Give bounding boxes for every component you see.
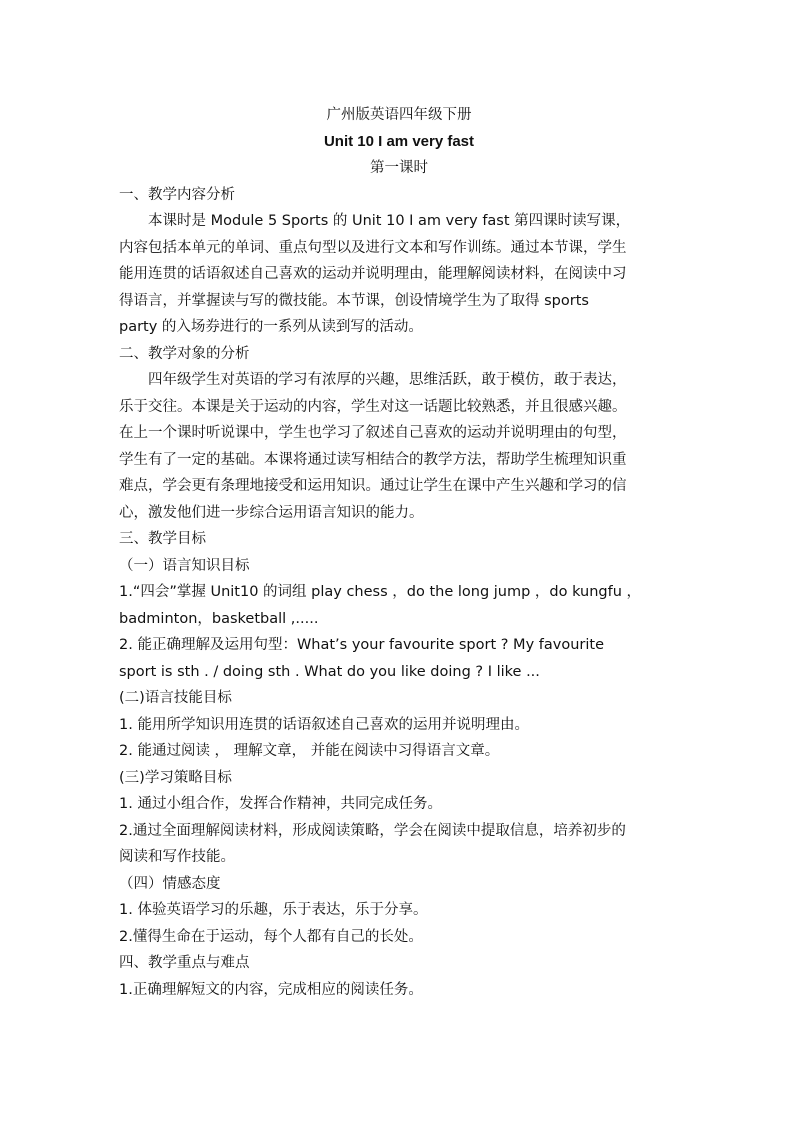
subsection-language-knowledge: （一）语言知识目标 xyxy=(119,557,250,574)
list-item: 1. 能用所学知识用连贯的话语叙述自己喜欢的运用并说明理由。 xyxy=(119,716,529,733)
language-skills-list xyxy=(119,712,679,765)
lesson-label: 第一课时 xyxy=(370,160,428,176)
list-item: sport is sth . / doing sth . What do you like doing ? I like ... xyxy=(119,663,540,680)
section-2-line: 四年级学生对英语的学习有浓厚的兴趣，思维活跃，敢于模仿，敢于表达， xyxy=(148,372,627,388)
section-3-heading: 三、教学目标 xyxy=(119,531,206,547)
list-item: 2. 能通过阅读 ， 理解文章， 并能在阅读中习得语言文章。 xyxy=(119,743,500,759)
list-item: 阅读和写作技能。 xyxy=(119,849,235,865)
document-page xyxy=(119,102,679,1003)
section-2-heading: 二、教学对象的分析 xyxy=(119,345,250,362)
section-1-line: 本课时是 Module 5 Sports 的 Unit 10 I am very fast 第四课时读写课， xyxy=(148,213,631,229)
section-2-line: 难点，学会更有条理地接受和运用知识。通过让学生在课中产生兴趣和学习的信 xyxy=(119,478,627,494)
subsection-attitude: （四）情感态度 xyxy=(119,875,221,892)
list-item: 2.通过全面理解阅读材料，形成阅读策略，学会在阅读中提取信息，培养初步的 xyxy=(119,822,626,839)
section-1-line: 能用连贯的话语叙述自己喜欢的运动并说明理由，能理解阅读材料，在阅读中习 xyxy=(119,266,627,282)
book-title: 广州版英语四年级下册 xyxy=(326,107,472,123)
section-2-body xyxy=(119,367,679,526)
section-2-line: 心，激发他们进一步综合运用语言知识的能力。 xyxy=(119,504,424,521)
list-item: 1.“四会”掌握 Unit10 的词组 play chess ，do the long jump ，do kungfu ， xyxy=(119,584,642,600)
section-4-heading: 四、教学重点与难点 xyxy=(119,955,250,971)
section-1-line: party 的入场券进行的一系列从读到写的活动。 xyxy=(119,319,423,335)
list-item: 1. 通过小组合作，发挥合作精神，共同完成任务。 xyxy=(119,796,442,812)
list-item: 2.懂得生命在于运动，每个人都有自己的长处。 xyxy=(119,928,423,945)
section-1-heading: 一、教学内容分析 xyxy=(119,186,235,203)
section-1-body xyxy=(119,208,679,341)
learning-strategy-list xyxy=(119,791,679,871)
language-knowledge-list xyxy=(119,579,679,685)
unit-title: Unit 10 I am very fast xyxy=(323,132,475,150)
subsection-learning-strategy: (三)学习策略目标 xyxy=(119,769,232,786)
section-2-line: 学生有了一定的基础。本课将通过读写相结合的教学方法，帮助学生梳理知识重 xyxy=(119,451,627,468)
section-1-line: 得语言，并掌握读与写的微技能。本节课，创设情境学生为了取得 sports xyxy=(119,292,589,309)
list-item: 1.正确理解短文的内容，完成相应的阅读任务。 xyxy=(119,981,423,998)
section-2-line: 乐于交往。本课是关于运动的内容，学生对这一话题比较熟悉，并且很感兴趣。 xyxy=(119,398,627,415)
section-2-line: 在上一个课时听说课中，学生也学习了叙述自己喜欢的运动并说明理由的句型， xyxy=(119,425,627,441)
section-1-line: 内容包括本单元的单词、重点句型以及进行文本和写作训练。通过本节课，学生 xyxy=(119,239,627,256)
subsection-language-skills: (二)语言技能目标 xyxy=(119,690,232,706)
attitude-list xyxy=(119,897,679,950)
list-item: 1. 体验英语学习的乐趣，乐于表达，乐于分享。 xyxy=(119,902,428,918)
key-points-list xyxy=(119,977,679,1004)
list-item: 2. 能正确理解及运用句型：What’s your favourite sport ? My favourite xyxy=(119,637,604,653)
list-item: badminton，basketball ,..... xyxy=(119,610,319,627)
